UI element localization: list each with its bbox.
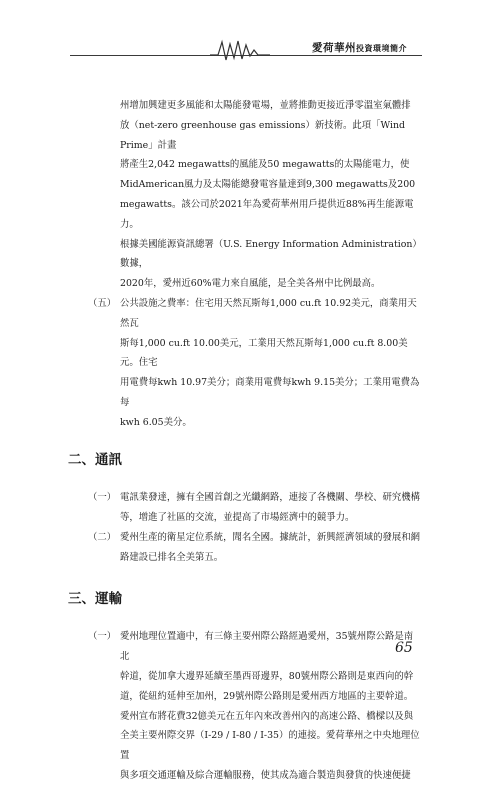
- text-line: 州增加興建更多風能和太陽能發電場，並將推動更接近淨零溫室氣體排: [120, 100, 411, 111]
- item-number: （五）: [88, 297, 117, 309]
- header-title-sub: 投資環境簡介: [356, 44, 407, 53]
- list-item-utility-rates: [80, 294, 420, 433]
- section-heading-transportation: 三、運輸: [68, 590, 122, 607]
- item-number: （一）: [88, 631, 117, 643]
- text-line: megawatts。該公司於2021年為愛荷華州用戶提供近88%再生能源電力。: [120, 198, 414, 230]
- item-number: （二）: [88, 531, 117, 543]
- text-line: 公共設施之費率：住宅用天然瓦斯每1,000 cu.ft 10.92美元，商業用天然瓦: [120, 297, 417, 329]
- page-number: 65: [395, 640, 413, 656]
- text-line: 愛州生產的衛星定位系統，聞名全國。據統計，新興經濟領域的發展和網: [120, 531, 421, 543]
- heartbeat-line-icon: [210, 38, 270, 62]
- section-heading-communications: 二、通訊: [68, 451, 122, 468]
- text-line: 愛州地理位置適中，有三條主要州際公路經過愛州，35號州際公路是南北: [120, 631, 414, 663]
- list-item-highways: [80, 627, 420, 785]
- text-line: 放（net-zero greenhouse gas emissions）新技術。此項「Wind Prime」計畫: [120, 119, 405, 151]
- header-title-main: 愛荷華州: [312, 42, 356, 54]
- header-title: [312, 40, 407, 55]
- text-line: 2020年，愛州近60%電力來自風能，是全美各州中比例最高。: [120, 278, 381, 290]
- text-line: 幹道，從加拿大邊界延續至墨西哥邊界，80號州際公路則是東西向的幹: [120, 670, 414, 682]
- list-item-telecom: [80, 488, 420, 528]
- text-line: 電訊業發達，擁有全國首創之光纖網路，連接了各機關、學校、研究機構: [120, 492, 421, 504]
- text-line: 愛州宣布將花費32億美元在五年內來改善州內的高速公路、橋樑以及與: [120, 710, 414, 722]
- text-line: 斯每1,000 cu.ft 10.00美元，工業用天然瓦斯每1,000 cu.ft 8.00美元。住宅: [120, 337, 408, 369]
- text-line: 將產生2,042 megawatts的風能及50 megawatts的太陽能電力，使: [120, 159, 410, 171]
- text-line: kwh 6.05美分。: [120, 416, 192, 428]
- text-line: 道，從紐約延伸至加州，29號州際公路則是愛州西方地區的主要幹道。: [120, 690, 414, 702]
- page-header: [0, 0, 480, 64]
- list-item-gps: [80, 528, 420, 568]
- text-line: MidAmerican風力及太陽能總發電容量達到9,300 megawatts及200: [120, 179, 416, 191]
- text-line: 用電費每kwh 10.97美分；商業用電費每kwh 9.15美分；工業用電費為每: [120, 377, 420, 408]
- item-number: （一）: [88, 492, 117, 504]
- page-body: [68, 96, 421, 786]
- paragraph-wind-prime: [80, 96, 420, 294]
- text-line: 與多項交通運輸及綜合運輸服務，使其成為適合製造與發貨的快速便捷: [120, 769, 411, 781]
- text-line: 根據美國能源資訊總署（U.S. Energy Information Administration）數據，: [120, 238, 418, 270]
- text-line: 路建設已排名全美第五。: [120, 551, 224, 563]
- text-line: 全美主要州際交界（I-29 / I-80 / I-35）的連接。愛荷華州之中央地理位置: [120, 730, 420, 762]
- text-line: 等，增進了社區的交流，並提高了市場經濟中的競爭力。: [120, 512, 355, 524]
